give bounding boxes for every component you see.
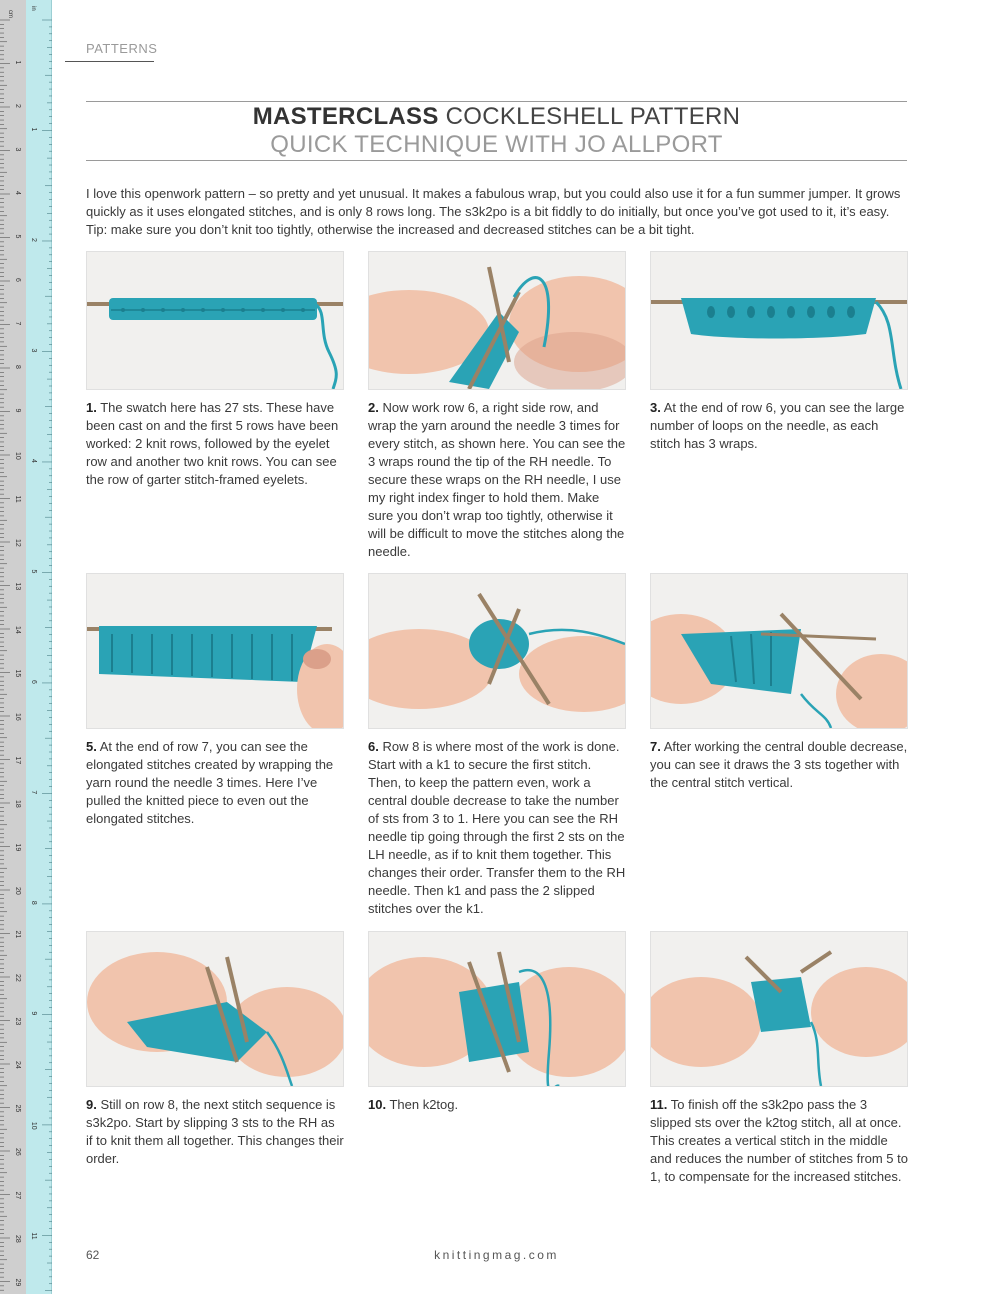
ruler-in-label: 11 [30,1232,37,1240]
step-11-number: 11. [650,1097,668,1112]
step-2-number: 2. [368,400,379,415]
step-7-photo [650,573,908,729]
title-bold: MASTERCLASS [252,103,439,130]
step-5-number: 5. [86,739,97,754]
measuring-ruler [0,0,52,1294]
page-title [86,103,907,131]
ruler-in-label: 9 [30,1011,37,1016]
section-label: PATTERNS [86,41,158,56]
ruler-in-label: 1 [30,127,37,132]
ruler-cm-label: 29 [14,1278,21,1287]
step-7-number: 7. [650,739,661,754]
step-5-photo [86,573,344,729]
step-7-caption [650,738,908,792]
step-6-number: 6. [368,739,379,754]
ruler-cm-label: 23 [14,1017,21,1026]
step-10-caption [368,1096,626,1114]
ruler-cm-label: 20 [14,887,21,895]
step-3-text: At the end of row 6, you can see the large number of loops on the needle, as each stitch has 3 wraps. [650,400,905,451]
ruler-cm-label: 19 [14,843,21,852]
ruler-in-label: 3 [30,348,37,353]
ruler-cm-label: 24 [14,1061,21,1069]
step-3-photo [650,251,908,390]
ruler-cm-label: 2 [14,104,21,108]
page-subtitle: QUICK TECHNIQUE WITH JO ALLPORT [270,131,723,158]
ruler-in-label: 5 [30,569,37,574]
ruler-cm-label: 22 [14,974,21,982]
ruler-in-label: 7 [30,790,37,795]
ruler-ticks [0,0,52,1294]
step-2-photo [368,251,626,390]
step-6-photo [368,573,626,729]
ruler-cm-label: 28 [14,1235,21,1243]
title-rule-top [86,101,907,102]
step-5-text: At the end of row 7, you can see the elongated stitches created by wrapping the yarn round the needle 3 times. Here I’ve pulled the knitted piece to even out the elongated stitches. [86,739,334,826]
ruler-cm-label: 5 [14,234,21,239]
ruler-cm-label: 14 [14,626,21,634]
ruler-cm-label: 7 [14,321,21,326]
ruler-cm-unit: cm [7,10,13,18]
step-9-photo [86,931,344,1087]
ruler-in-label: 8 [30,900,37,905]
footer-website: knittingmag.com [434,1248,559,1262]
ruler-cm-label: 12 [14,539,21,547]
step-5-caption [86,738,344,828]
step-1-number: 1. [86,400,97,415]
ruler-cm-label: 26 [14,1148,21,1156]
ruler-cm-label: 1 [14,60,21,65]
ruler-cm-label: 6 [14,278,21,282]
step-10-number: 10. [368,1097,387,1112]
step-9-text: Still on row 8, the next stitch sequence is s3k2po. Start by slipping 3 sts to the RH as if to knit them all together. This changes their order. [86,1097,344,1166]
step-7-text: After working the central double decrease, you can see it draws the 3 sts together with the central stitch vertical. [650,739,908,790]
step-3-number: 3. [650,400,661,415]
ruler-in-label: 10 [30,1121,37,1130]
step-9-caption [86,1096,344,1168]
step-9-number: 9. [86,1097,97,1112]
step-10-photo [368,931,626,1087]
ruler-in-unit: in [30,6,36,11]
ruler-in-label: 4 [30,458,37,463]
step-1-photo [86,251,344,390]
title-rule-bottom [86,160,907,161]
title-rest: COCKLESHELL PATTERN [438,103,741,130]
step-3-caption [650,399,908,453]
ruler-cm-label: 3 [14,147,21,152]
ruler-cm-label: 27 [14,1191,21,1200]
step-10-text: Then k2tog. [386,1097,459,1112]
ruler-cm-label: 15 [14,669,21,678]
step-11-text: To finish off the s3k2po pass the 3 slipped sts over the k2tog stitch, all at once. This creates a vertical stitch in the middle and reduces the number of stitches from 5 to 1, to compensate for the increased stitches. [650,1097,908,1184]
intro-paragraph: I love this openwork pattern – so pretty and yet unusual. It makes a fabulous wrap, but you could also use it for a fun summer jumper. It grows quickly as it uses elongated stitches, and is only 8 rows long. The s3k2po is a bit fiddly to do initially, but once you’ve got used to it, it’s easy. Tip: make sure you don’t knit too tightly, otherwise the increased and decreased stitches can be a bit tight. [86,186,901,237]
ruler-cm-label: 10 [14,452,21,460]
step-1-caption [86,399,344,489]
ruler-cm-label: 8 [14,365,21,369]
step-11-photo [650,931,908,1087]
ruler-in-label: 6 [30,679,37,684]
step-2-caption [368,399,626,561]
page-number: 62 [86,1248,100,1262]
step-2-text: Now work row 6, a right side row, and wrap the yarn around the needle 3 times for every stitch, as shown here. You can see the 3 wraps round the tip of the RH needle. To secure these wraps on the RH needle, I use my right index finger to hold them. Make sure you don’t wrap too tightly, otherwise it will be difficult to move the stitches along the needle. [368,400,626,559]
section-underline [65,61,154,62]
ruler-cm-label: 4 [14,191,21,195]
ruler-cm-label: 21 [14,930,21,939]
ruler-in-label: 2 [30,237,37,242]
ruler-cm-label: 17 [14,756,21,765]
step-6-text: Row 8 is where most of the work is done. Start with a k1 to secure the first stitch. Then, to keep the pattern even, work a central double decrease to take the number of sts from 3 to 1. Here you can see the RH needle tip going through the first 2 sts on the LH needle, as if to knit them together. This changes their order. Transfer them to the RH needle. Then k1 and pass the 2 slipped stitches over the k1. [368,739,626,916]
step-1-text: The swatch here has 27 sts. These have been cast on and the first 5 rows have been worked: 2 knit rows, followed by the eyelet row and another two knit rows. You can see the row of garter stitch-framed eyelets. [86,400,339,487]
ruler-cm-label: 16 [14,713,21,721]
step-11-caption [650,1096,908,1186]
ruler-cm-label: 9 [14,408,21,413]
ruler-cm-label: 18 [14,800,21,808]
ruler-cm-label: 25 [14,1104,21,1113]
step-6-caption [368,738,626,918]
ruler-cm-label: 13 [14,582,21,591]
ruler-cm-label: 11 [14,495,21,503]
